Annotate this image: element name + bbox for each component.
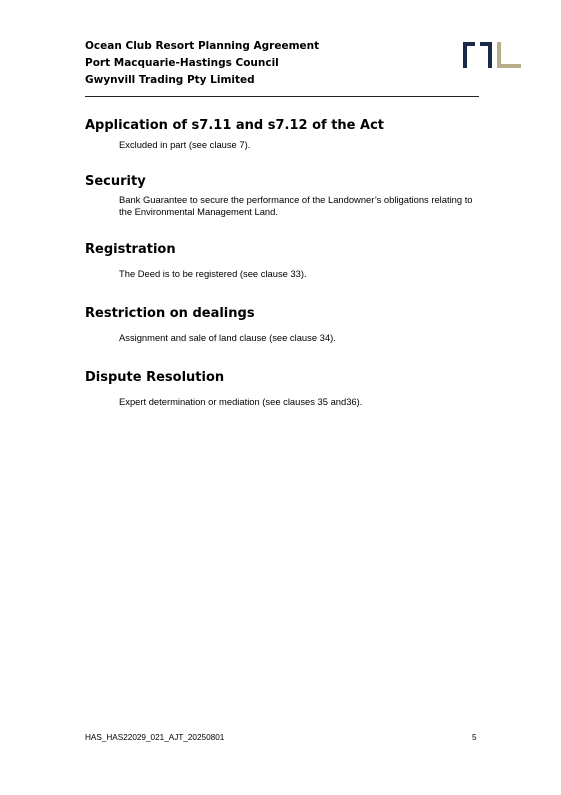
- logo-middle-mark: [480, 42, 492, 68]
- header-company-name: Gwynvill Trading Pty Limited: [85, 74, 255, 86]
- section-body: Expert determination or mediation (see clauses 35 and36).: [119, 396, 363, 407]
- section-body: The Deed is to be registered (see clause 33).: [119, 268, 307, 279]
- section-body: Excluded in part (see clause 7).: [119, 139, 251, 150]
- section-heading: Restriction on dealings: [85, 306, 255, 321]
- section-security: [85, 174, 485, 217]
- footer-document-reference: HAS_HAS22029_021_AJT_20250801: [85, 733, 225, 742]
- section-restriction-on-dealings: [85, 306, 485, 344]
- section-application: [85, 118, 485, 151]
- document-header: [85, 38, 425, 89]
- header-divider: [85, 96, 479, 97]
- section-dispute-resolution: [85, 370, 485, 408]
- section-body: Assignment and sale of land clause (see clause 34).: [119, 332, 336, 343]
- logo-left-mark: [463, 42, 475, 68]
- header-council-name: Port Macquarie-Hastings Council: [85, 57, 279, 69]
- section-body: Bank Guarantee to secure the performance of the Landowner’s obligations relating to the Environmental Management Land.: [119, 194, 473, 217]
- firm-logo-icon: [462, 41, 522, 69]
- footer-page-number: 5: [472, 733, 477, 742]
- section-heading: Security: [85, 174, 146, 189]
- section-heading: Application of s7.11 and s7.12 of the Act: [85, 118, 384, 133]
- section-heading: Registration: [85, 242, 176, 257]
- section-heading: Dispute Resolution: [85, 370, 225, 385]
- logo-right-mark: [497, 42, 521, 68]
- section-registration: [85, 242, 485, 280]
- header-agreement-title: Ocean Club Resort Planning Agreement: [85, 40, 320, 52]
